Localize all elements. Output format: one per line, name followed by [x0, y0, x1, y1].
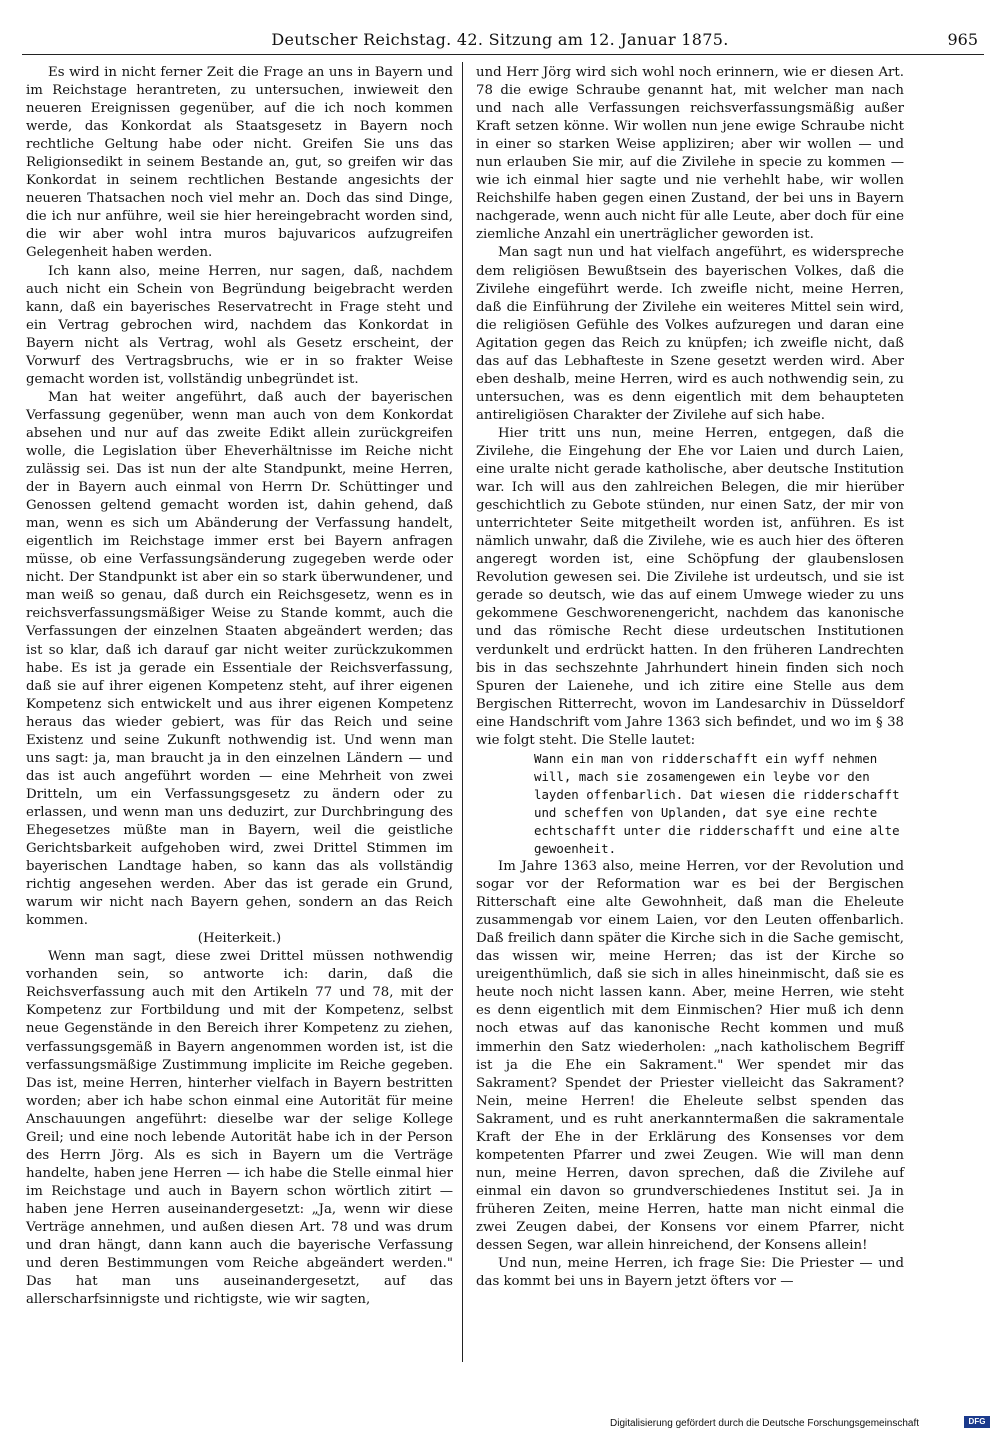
- paragraph: Man sagt nun und hat vielfach angeführt, es widerspreche dem religiösen Bewußtsein des bayerischen Volkes, daß die Zivilehe eingeführt werde. Ich zweifle nicht, meine Herren, daß die Einführung der Zivilehe ein weiteres Mittel sein wird, die religiösen Gefühle des Volkes aufzuregen und daran eine Agitation gegen das Reich zu knüpfen; ich zweifle nicht, daß das auf das Lebhafteste in Szene gesetzt werden wird. Aber eben deshalb, meine Herren, wird es auch nothwendig sein, zu untersuchen, was es denn eigentlich mit dem behaupteten antireligiösen Charakter der Zivilehe auf sich habe.: [476, 245, 904, 423]
- page-number: 965: [947, 30, 978, 49]
- column-divider: [462, 62, 463, 1362]
- stage-direction: (Heiterkeit.): [197, 931, 282, 947]
- paragraph: Hier tritt uns nun, meine Herren, entgegen, daß die Zivilehe, die Eingehung der Ehe vor Laien und durch Laien, eine uralte nicht gerade katholische, aber deutsche Institution war. Ich will aus den zahlreichen Belegen, die mir hierüber geschichtlich zu Gebote stünden, nur einen Satz, der mir von unterrichteter Seite mitgetheilt worden ist, anführen. Es ist nämlich unwahr, daß die Zivilehe, wie es auch hier des öfteren angeregt worden ist, eine Schöpfung der glaubenslosen Revolution gewesen sei. Die Zivilehe ist urdeutsch, und sie ist gerade so deutsch, wie das auf einem Umwege wieder zu uns gekommene Geschworenengericht, nachdem das kanonische und das römische Recht diese urdeutschen Institutionen verdunkelt und erdrückt hatten. In den früheren Landrechten bis in das sechszehnte Jahrhundert hinein finden sich noch Spuren der Laienehe, und ich zitire eine Stelle aus dem Bergischen Ritterrecht, wovon im Landesarchiv in Düsseldorf eine Handschrift vom Jahre 1363 sich befindet, und wo im § 38 wie folgt steht. Die Stelle lautet:: [476, 425, 904, 748]
- block-quote: Wann ein man von ridderschafft ein wyff nehmen will, mach sie zosamengewen ein leybe vor den layden offenbarlich. Dat wiesen die ridderschafft und scheffen von Uplanden, dat sye eine rechte echtschafft unter die ridderschafft und eine alte gewoenheit.: [534, 750, 900, 857]
- paragraph: Wenn man sagt, diese zwei Drittel müssen nothwendig vorhanden sein, so antworte ich: darin, daß die Reichsverfassung auch mit den Artikeln 77 und 78, mit der Kompetenz zur Fortbildung und mit der Kompetenz, selbst neue Gegenstände in den Bereich ihrer Kompetenz zu ziehen, verfassungsgemäß in Bayern angenommen worden ist, ist die verfassungsmäßige Zustimmung implicite im Reiche gegeben. Das ist, meine Herren, hinterher vielfach in Bayern bestritten worden; aber ich habe schon einmal eine Autorität für meine Anschauungen angeführt: dieselbe war der selige Kollege Greil; und eine noch lebende Autorität habe ich in der Person des Herrn Jörg. Als es sich in Bayern um die Verträge handelte, haben jene Herren — ich habe die Stelle einmal hier im Reichstage und auch in Bayern schon wörtlich zitirt — haben jene Herren auseinandergesetzt: „Ja, wenn wir diese Verträge annehmen, und außen diesen Art. 78 und was drum und dran hängt, dann kann auch die bayerische Verfassung und deren Bestimmungen vom Reiche abgeändert werden." Das hat man uns auseinandergesetzt, auf das allerscharfsinnigste und richtigste, wie wir sagten,: [26, 949, 453, 1308]
- running-header-title: Deutscher Reichstag. 42. Sitzung am 12. Januar 1875.: [271, 30, 729, 49]
- paragraph: Es wird in nicht ferner Zeit die Frage an uns in Bayern und im Reichstage herantreten, zu untersuchen, inwieweit den neueren Ereignissen gegenüber, auf die ich noch kommen werde, das Konkordat als Staatsgesetz in Bayern noch rechtliche Geltung habe oder nicht. Greifen Sie uns das Religionsedikt in seinem Bestande an, gut, so greifen wir das Konkordat in seinem rechtlichen Bestande angesichts der neueren Thatsachen noch viel mehr an. Doch das sind Dinge, die ich nur anführe, weil sie hier hereingebracht worden sind, die wir aber wohl intra muros bajuvaricos aufzugreifen Gelegenheit haben werden.: [26, 65, 453, 261]
- paragraph: und Herr Jörg wird sich wohl noch erinnern, wie er diesen Art. 78 die ewige Schraube genannt hat, mit welcher man nach und nach alle Verfassungen reichsverfassungsmäßig außer Kraft setzen könne. Wir wollen nun jene ewige Schraube nicht in einer so starken Weise appliziren; aber wir wollen — und nun erlauben Sie mir, auf die Zivilehe in specie zu kommen — wie ich einmal hier sagte und nie verhehlt habe, wir wollen Reichshilfe haben gegen einen Zustand, der bei uns in Bayern nachgerade, wenn auch nicht für alle Leute, aber doch für eine ziemliche Anzahl ein unerträglicher geworden ist.: [476, 65, 904, 243]
- paragraph: Und nun, meine Herren, ich frage Sie: Die Priester — und das kommt bei uns in Bayern jetzt öfters vor —: [476, 1256, 904, 1290]
- paragraph: Ich kann also, meine Herren, nur sagen, daß, nachdem auch nicht ein Schein von Begründung beigebracht werden kann, daß ein bayerisches Reservatrecht in Frage steht und ein Vertrag gebrochen wird, nachdem das Konkordat in Bayern nicht als Vertrag, wohl als Gesetz erscheint, der Vorwurf des Vertragsbruchs, wie er in so frakter Weise gemacht worden ist, vollständig unbegründet ist.: [26, 263, 453, 387]
- right-column: [476, 64, 904, 1291]
- left-column: [26, 64, 453, 1309]
- paragraph: Im Jahre 1363 also, meine Herren, vor der Revolution und sogar vor der Reformation war es bei der Bergischen Ritterschaft eine alte Gewohnheit, daß man die Eheleute zusammengab vor einem Laien, vor den Leuten offenbarlich. Daß freilich dann später die Kirche sich in die Sache gemischt, das wissen wir, meine Herren; das ist der Kirche so ureigenthümlich, daß sie sich in alles hineinmischt, daß sie es heute noch nicht lassen kann. Aber, meine Herren, wie steht es denn eigentlich mit dem Einmischen? Hier muß ich denn noch etwas auf das kanonische Recht kommen und muß immerhin den Satz wiederholen: „nach katholischem Begriff ist ja die Ehe ein Sakrament." Wer spendet mir das Sakrament? Spendet der Priester vielleicht das Sakrament? Nein, meine Herren! die Eheleute selbst spenden das Sakrament, und es ruht anerkanntermaßen die sakramentale Kraft der Ehe in der Erklärung des Konsenses vor dem kompetenten Pfarrer und zwei Zeugen. Wie will man denn nun, meine Herren, davon sprechen, daß die Zivilehe auf einmal ein davon so grundverschiedenes Institut sei. Ja in früheren Zeiten, meine Herren, hatte man nicht einmal die zwei Zeugen dabei, der Konsens vor einem Pfarrer, nicht dessen Segen, war allein hinreichend, der Konsens allein!: [476, 859, 904, 1254]
- header-rule: [22, 54, 984, 55]
- dfg-logo: DFG: [964, 1416, 990, 1428]
- paragraph: Man hat weiter angeführt, daß auch der bayerischen Verfassung gegenüber, wenn man auch von dem Konkordat absehen und nur auf das zweite Edikt allein zurückgreifen wolle, die Legislation über Eheverhältnisse im Reiche nicht zulässig sei. Das ist nun der alte Standpunkt, meine Herren, der in Bayern auch einmal von Herrn Dr. Schüttinger und Genossen geltend gemacht worden ist, dahin gehend, daß man, wenn es sich um Abänderung der Verfassung handelt, eigentlich im Reichstage immer erst bei Bayern anfragen müsse, ob eine Verfassungsänderung zugegeben werde oder nicht. Der Standpunkt ist aber ein so stark überwundener, und man weiß so genau, daß durch ein Reichsgesetz, wenn es in reichsverfassungsmäßiger Weise zu Stande kommt, auch die Verfassungen der einzelnen Staaten abgeändert werden; das ist so klar, daß ich darauf gar nicht weiter zurückzukommen habe. Es ist ja gerade ein Essentiale der Reichsverfassung, daß sie auf ihrer eigenen Kompetenz steht, auf ihrer eigenen Kompetenz sich entwickelt und aus ihrer eigenen Kompetenz heraus das wieder gebiert, was für das Reich und seine Existenz und seine Zukunft nothwendig ist. Und wenn man uns sagt: ja, man braucht ja in den einzelnen Ländern — und das ist auch angeführt worden — eine Mehrheit von zwei Dritteln, um ein Verfassungsgesetz zu ändern oder zu erlassen, und wenn man uns deduzirt, zur Durchbringung des Ehegesetzes müßte man in Bayern, weil die geistliche Gerichtsbarkeit aufgehoben wird, zwei Drittel Stimmen im bayerischen Landtage haben, so kann das als vollständig richtig angesehen werden. Aber das ist gerade ein Grund, warum wir nicht nach Bayern gehen, sondern an das Reich kommen.: [26, 389, 453, 929]
- digitization-credit: Digitalisierung gefördert durch die Deutsche Forschungsgemeinschaft: [610, 1418, 920, 1429]
